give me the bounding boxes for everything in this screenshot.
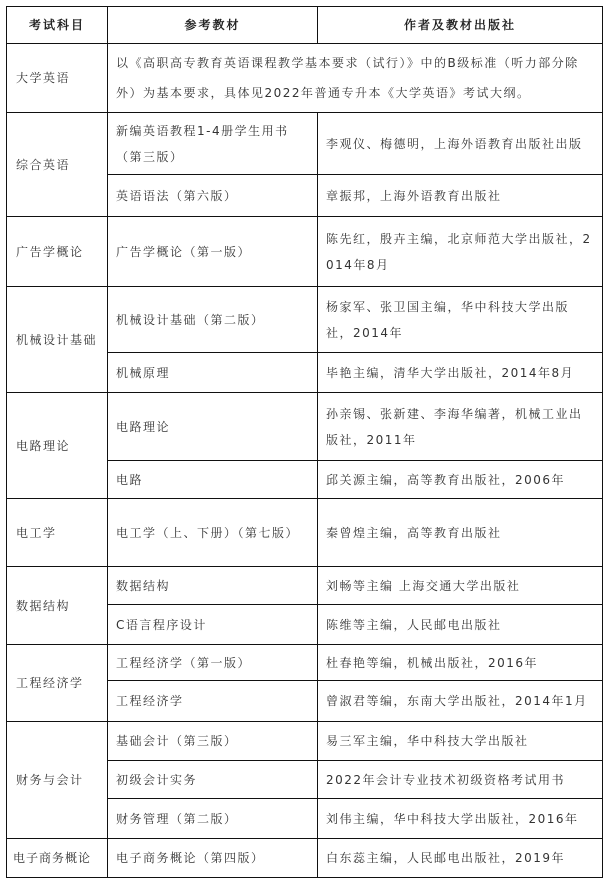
publisher-cell: 李观仪、梅德明，上海外语教育出版社出版 (318, 113, 603, 175)
subject-cell: 广告学概论 (7, 217, 108, 287)
table-row (7, 839, 603, 878)
textbook-cell: 初级会计实务 (108, 761, 318, 799)
publisher-cell: 曾淑君等编，东南大学出版社，2014年1月 (318, 681, 603, 722)
publisher-cell: 毕艳主编，清华大学出版社，2014年8月 (318, 353, 603, 393)
table-row (7, 393, 603, 461)
textbook-cell: 机械原理 (108, 353, 318, 393)
table-row (7, 722, 603, 761)
publisher-cell: 孙亲锡、张新建、李海华编著，机械工业出版社，2011年 (318, 393, 603, 461)
publisher-cell: 刘畅等主编 上海交通大学出版社 (318, 567, 603, 605)
textbook-cell: 广告学概论（第一版） (108, 217, 318, 287)
textbook-cell: 机械设计基础（第二版） (108, 287, 318, 353)
publisher-cell: 易三军主编，华中科技大学出版社 (318, 722, 603, 761)
textbook-cell: 电路理论 (108, 393, 318, 461)
table-row (7, 499, 603, 567)
publisher-cell: 杜春艳等编，机械出版社，2016年 (318, 645, 603, 681)
publisher-cell: 章振邦，上海外语教育出版社 (318, 175, 603, 217)
table-row (7, 645, 603, 681)
publisher-cell: 陈先红，殷卉主编，北京师范大学出版社，2014年8月 (318, 217, 603, 287)
publisher-cell: 陈维等主编，人民邮电出版社 (318, 605, 603, 645)
textbook-cell: C语言程序设计 (108, 605, 318, 645)
textbook-cell: 英语语法（第六版） (108, 175, 318, 217)
subject-cell: 大学英语 (7, 44, 108, 113)
subject-cell: 电工学 (7, 499, 108, 567)
header-textbook: 参考教材 (108, 7, 318, 44)
textbook-cell: 电子商务概论（第四版） (108, 839, 318, 878)
textbook-cell: 电路 (108, 461, 318, 499)
publisher-cell: 杨家军、张卫国主编，华中科技大学出版社，2014年 (318, 287, 603, 353)
textbook-cell: 数据结构 (108, 567, 318, 605)
publisher-cell: 秦曾煌主编，高等教育出版社 (318, 499, 603, 567)
publisher-cell: 白东蕊主编，人民邮电出版社，2019年 (318, 839, 603, 878)
textbook-cell: 新编英语教程1-4册学生用书（第三版） (108, 113, 318, 175)
subject-cell: 财务与会计 (7, 722, 108, 839)
textbook-cell: 工程经济学 (108, 681, 318, 722)
table-row (7, 217, 603, 287)
header-subject: 考试科目 (7, 7, 108, 44)
exam-textbook-table (6, 6, 603, 878)
textbook-cell: 电工学（上、下册）（第七版） (108, 499, 318, 567)
subject-cell: 电子商务概论 (7, 839, 108, 878)
textbook-cell: 财务管理（第二版） (108, 799, 318, 839)
table-row (7, 113, 603, 175)
textbook-cell: 基础会计（第三版） (108, 722, 318, 761)
subject-cell: 数据结构 (7, 567, 108, 645)
header-publisher: 作者及教材出版社 (318, 7, 603, 44)
subject-cell: 综合英语 (7, 113, 108, 217)
subject-cell: 电路理论 (7, 393, 108, 499)
publisher-cell: 刘伟主编，华中科技大学出版社，2016年 (318, 799, 603, 839)
header-row (7, 7, 603, 44)
table-row (7, 44, 603, 113)
subject-cell: 机械设计基础 (7, 287, 108, 393)
table-row (7, 567, 603, 605)
publisher-cell: 2022年会计专业技术初级资格考试用书 (318, 761, 603, 799)
requirement-note-cell: 以《高职高专教育英语课程教学基本要求（试行）》中的B级标准（听力部分除外）为基本要求，具体见2022年普通专升本《大学英语》考试大纲。 (108, 44, 603, 113)
textbook-cell: 工程经济学（第一版） (108, 645, 318, 681)
publisher-cell: 邱关源主编，高等教育出版社，2006年 (318, 461, 603, 499)
table-row (7, 287, 603, 353)
subject-cell: 工程经济学 (7, 645, 108, 722)
